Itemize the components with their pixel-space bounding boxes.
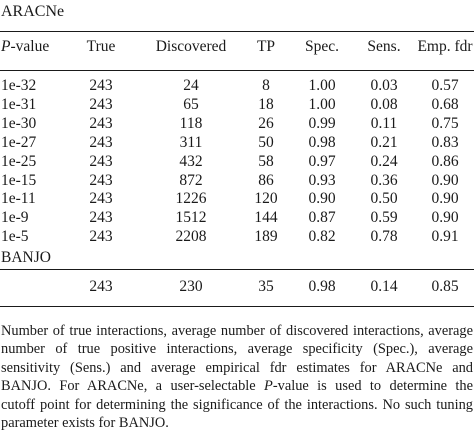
- table-header: [0, 34, 474, 60]
- section-title-banjo: BANJO: [1, 249, 51, 266]
- table-bottom-rule: [0, 306, 474, 307]
- cell-sens: 0.14: [370, 278, 398, 295]
- col-header-true: True: [86, 38, 116, 55]
- table-row: [0, 228, 474, 247]
- cell-fdr: 0.86: [431, 152, 459, 170]
- cell-true: 243: [89, 114, 113, 132]
- table-row: [0, 134, 474, 153]
- cell-pvalue: 1e-25: [1, 152, 37, 170]
- cell-tp: 8: [262, 77, 270, 94]
- cell-tp: 58: [258, 152, 274, 170]
- footnote-text: -value is used to determine the: [272, 378, 473, 395]
- cell-sens: 0.50: [370, 190, 398, 208]
- aracne-table: [0, 77, 474, 247]
- cell-fdr: 0.90: [431, 209, 459, 227]
- table-row: [0, 77, 474, 96]
- footnote-text: BANJO. For ARACNe, a user-selectable: [1, 378, 265, 395]
- cell-sens: 0.21: [370, 133, 398, 151]
- cell-pvalue: 1e-32: [1, 77, 37, 94]
- cell-sens: 0.36: [370, 171, 398, 189]
- cell-discovered: 230: [179, 278, 203, 295]
- cell-true: 243: [89, 171, 113, 189]
- cell-discovered: 311: [179, 133, 203, 151]
- cell-spec: 0.97: [308, 152, 336, 170]
- cell-fdr: 0.85: [431, 278, 459, 295]
- cell-discovered: 1226: [175, 190, 207, 208]
- footnote-line: number of true positive interactions, average specificity (Spec.), average: [1, 341, 473, 358]
- cell-pvalue: 1e-11: [1, 190, 36, 208]
- cell-sens: 0.78: [370, 228, 398, 246]
- footnote-line: cutoff point for determining the significance of the interactions. No such tuning: [1, 396, 473, 413]
- cell-true: 243: [89, 278, 113, 295]
- cell-discovered: 1512: [175, 209, 207, 227]
- cell-sens: 0.08: [370, 95, 398, 113]
- col-header-sens: Sens.: [367, 38, 401, 55]
- col-header-pvalue: [0, 34, 61, 60]
- footnote-line-p: [1, 377, 473, 395]
- cell-spec: 0.98: [308, 278, 336, 295]
- cell-spec: 0.82: [308, 228, 336, 246]
- cell-pvalue: 1e-9: [1, 209, 29, 227]
- cell-discovered: 24: [183, 77, 199, 94]
- cell-true: 243: [89, 190, 113, 208]
- cell-spec: 0.98: [308, 133, 336, 151]
- cell-fdr: 0.83: [431, 133, 459, 151]
- cell-spec: 0.90: [308, 190, 336, 208]
- cell-true: 243: [89, 152, 113, 170]
- footnote-line: parameter exists for BANJO.: [1, 415, 169, 432]
- table-row: [0, 96, 474, 115]
- cell-pvalue: 1e-5: [1, 228, 29, 246]
- header-row: [0, 34, 474, 60]
- cell-tp: 144: [254, 209, 278, 227]
- cell-sens: 0.03: [370, 77, 398, 94]
- table-row: [0, 276, 474, 298]
- cell-sens: 0.59: [370, 209, 398, 227]
- cell-pvalue: 1e-30: [1, 114, 37, 132]
- cell-tp: 26: [258, 114, 274, 132]
- cell-discovered: 432: [179, 152, 203, 170]
- cell-spec: 0.93: [308, 171, 336, 189]
- table-row: [0, 172, 474, 191]
- cell-true: 243: [89, 209, 113, 227]
- banjo-table: [0, 276, 474, 298]
- cell-true: 243: [89, 133, 113, 151]
- cell-tp: 50: [258, 133, 274, 151]
- cell-discovered: 2208: [175, 228, 207, 246]
- cell-pvalue: 1e-31: [1, 95, 37, 113]
- header-bottom-rule: [0, 70, 474, 71]
- cell-sens: 0.11: [370, 114, 398, 132]
- cell-pvalue: [0, 276, 61, 298]
- cell-fdr: 0.68: [431, 95, 459, 113]
- cell-tp: 86: [258, 171, 274, 189]
- cell-true: 243: [89, 77, 113, 94]
- table-row: [0, 115, 474, 134]
- cell-tp: 35: [258, 278, 274, 295]
- p-italic: P: [1, 38, 11, 55]
- cell-discovered: 65: [183, 95, 199, 113]
- pvalue-label: -value: [10, 38, 50, 55]
- footnote-line: sensitivity (Sens.) and average empirical fdr estimates for ARACNe and: [1, 359, 473, 376]
- col-header-tp: TP: [256, 38, 276, 55]
- cell-true: 243: [89, 228, 113, 246]
- cell-pvalue: 1e-27: [1, 133, 37, 151]
- col-header-spec: Spec.: [304, 38, 339, 55]
- cell-discovered: 118: [179, 114, 203, 132]
- cell-tp: 189: [254, 228, 278, 246]
- cell-sens: 0.24: [370, 152, 398, 170]
- cell-fdr: 0.57: [431, 77, 459, 94]
- banjo-top-rule: [0, 269, 474, 270]
- cell-pvalue: 1e-15: [1, 171, 37, 189]
- cell-fdr: 0.91: [431, 228, 459, 246]
- table-row: [0, 153, 474, 172]
- cell-fdr: 0.90: [431, 171, 459, 189]
- cell-spec: 1.00: [308, 77, 336, 94]
- cell-true: 243: [89, 95, 113, 113]
- table-row: [0, 190, 474, 209]
- cell-tp: 18: [258, 95, 274, 113]
- cell-tp: 120: [254, 190, 278, 208]
- p-italic: P: [264, 378, 273, 395]
- cell-spec: 0.87: [308, 209, 336, 227]
- cell-discovered: 872: [179, 171, 203, 189]
- table-footnote: [1, 322, 473, 432]
- col-header-fdr: Emp. fdr: [417, 38, 473, 55]
- cell-fdr: 0.90: [431, 190, 459, 208]
- table-top-rule: [0, 31, 474, 32]
- footnote-line: Number of true interactions, average number of discovered interactions, average: [1, 323, 473, 339]
- table-row: [0, 209, 474, 228]
- section-title-aracne: ARACNe: [1, 3, 65, 20]
- cell-spec: 0.99: [308, 114, 336, 132]
- cell-fdr: 0.75: [431, 114, 459, 132]
- cell-spec: 1.00: [308, 95, 336, 113]
- col-header-discovered: Discovered: [155, 38, 227, 55]
